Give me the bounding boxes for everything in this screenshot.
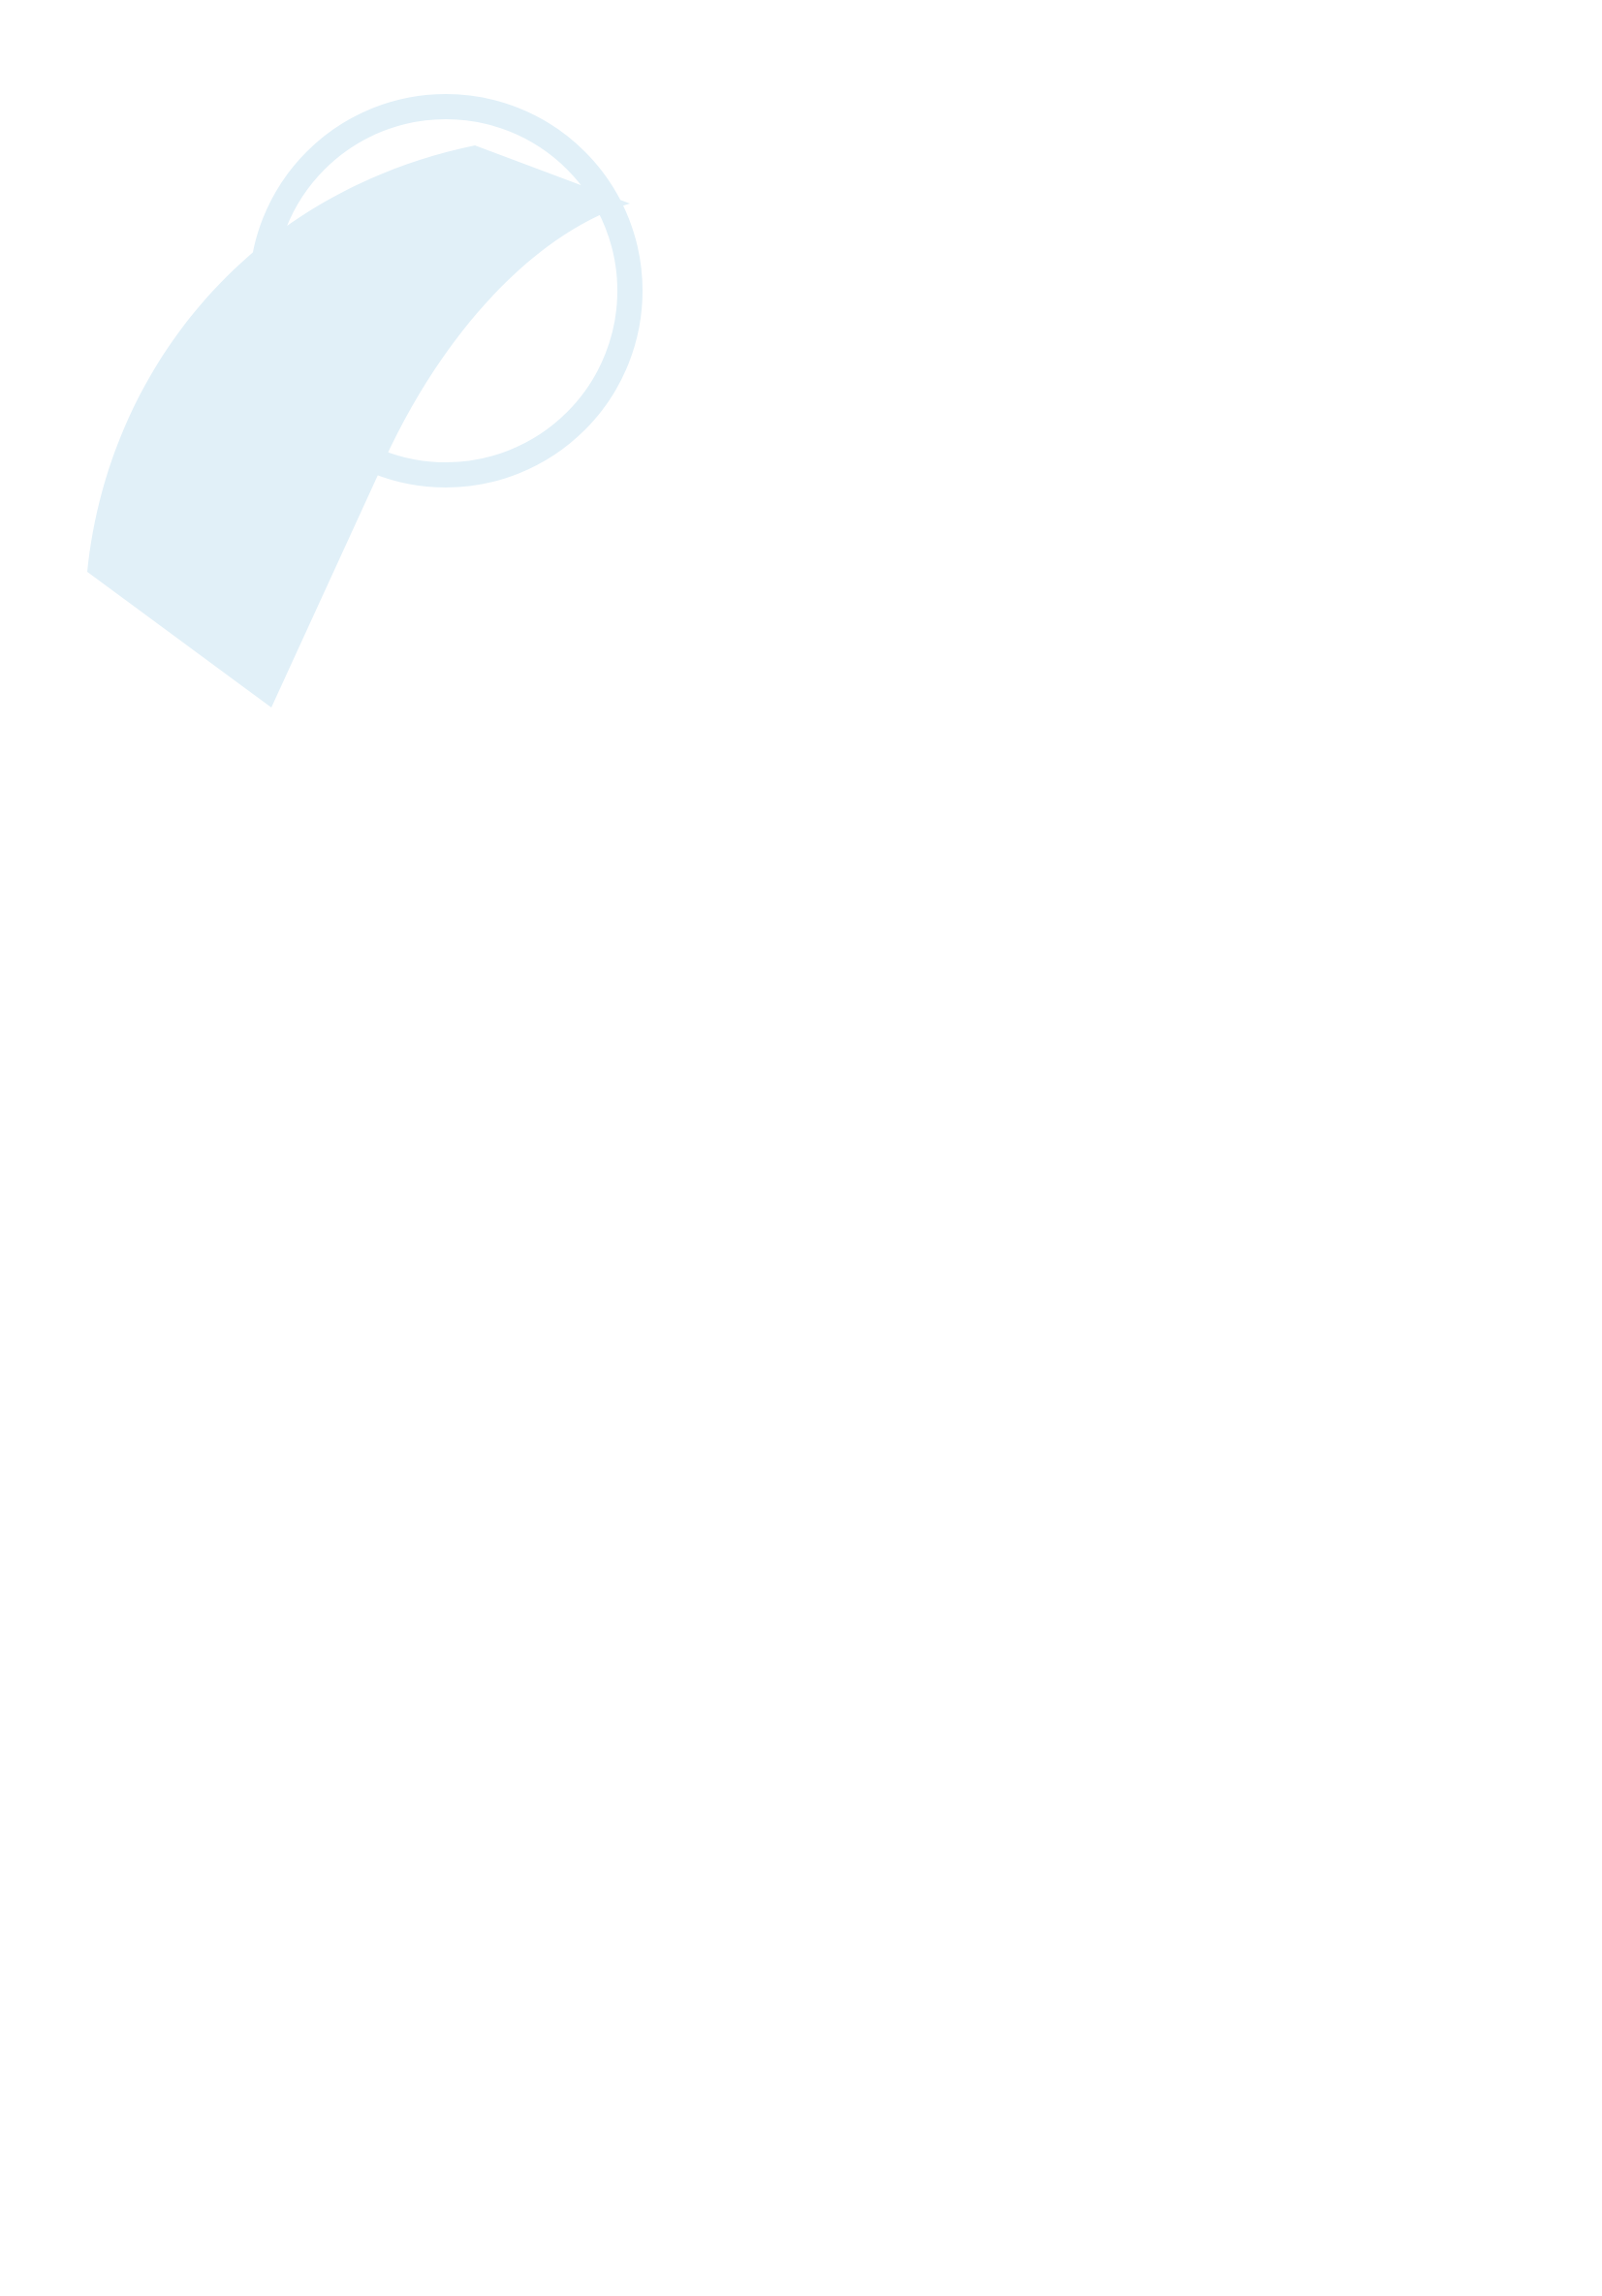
watermark-shape [87, 145, 630, 708]
watermark-logo [29, 87, 688, 785]
watermark-ring [262, 107, 630, 475]
